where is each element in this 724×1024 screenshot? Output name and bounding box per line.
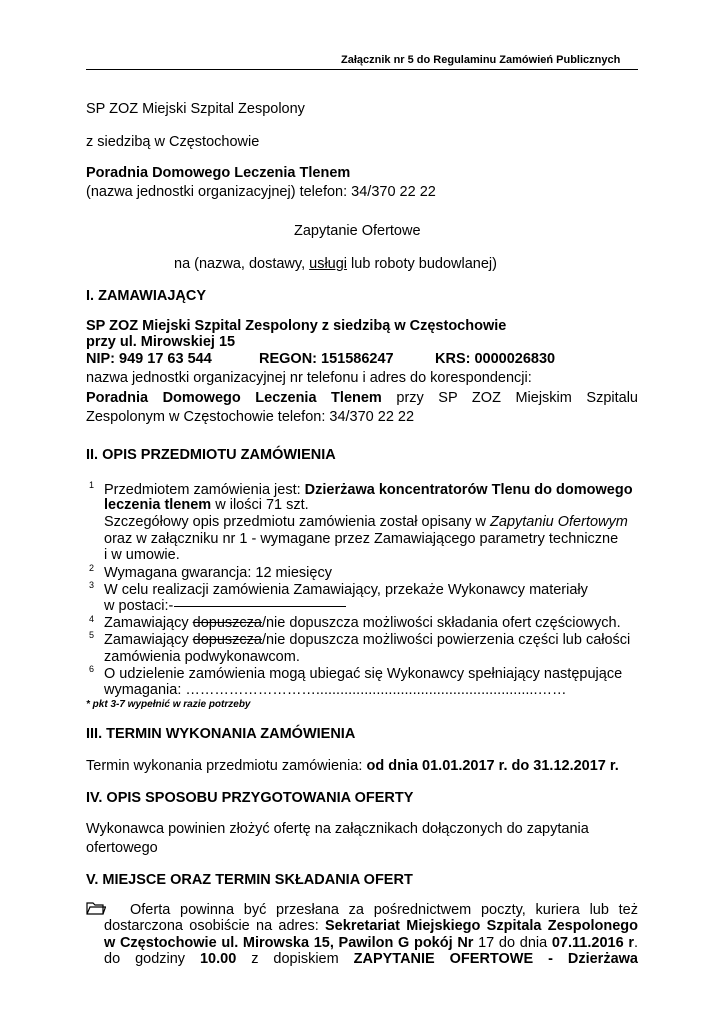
section-1-heading: I. ZAMAWIAJĄCY — [86, 288, 207, 304]
buyer-nip: NIP: 949 17 63 544 — [86, 351, 212, 367]
contact-line-1 — [86, 390, 638, 406]
unit-note: (nazwa jednostki organizacyjnej) telefon: 34/370 22 22 — [86, 184, 436, 200]
org-seat: z siedzibą w Częstochowie — [86, 134, 260, 150]
submission-note-label: z dopiskiem — [236, 951, 354, 967]
folder-icon — [86, 901, 106, 915]
submission-room: 17 do dnia — [473, 935, 552, 951]
item-number-5: 5 — [89, 630, 95, 640]
item-5-b: /nie dopuszcza możliwości powierzenia części lub całości — [261, 632, 631, 648]
section-3-heading: III. TERMIN WYKONANIA ZAMÓWIENIA — [86, 726, 356, 742]
item-1-line-2 — [104, 497, 309, 513]
submission-location: w Częstochowie ul. Mirowska 15, Pawilon G pokój Nr — [104, 935, 474, 951]
submission-period: . — [633, 935, 638, 951]
term-dates: od dnia 01.01.2017 r. do 31.12.2017 r. — [366, 758, 619, 774]
item-5-line-1 — [104, 632, 630, 648]
item-1-quantity: w ilości 71 szt. — [211, 497, 309, 513]
submission-address: Sekretariat Miejskiego Szpitala Zespolonego — [325, 918, 638, 934]
section-5-heading: V. MIEJSCE ORAZ TERMIN SKŁADANIA OFERT — [86, 872, 413, 888]
buyer-line-1: SP ZOZ Miejski Szpital Zespolony z siedzibą w Częstochowie — [86, 318, 507, 334]
item-1-line-5: i w umowie. — [104, 547, 180, 563]
offer-prep-line-2: ofertowego — [86, 840, 158, 856]
annex-header: Załącznik nr 5 do Regulaminu Zamówień Publicznych — [341, 54, 621, 66]
item-4-b: /nie dopuszcza możliwości składania ofert częściowych. — [261, 615, 621, 631]
subtitle-prefix: na (nazwa, dostawy, — [174, 256, 310, 272]
item-4-struck: dopuszcza — [192, 615, 262, 631]
item-number-1: 1 — [89, 480, 95, 490]
subtitle-suffix: lub roboty budowlanej) — [347, 256, 497, 272]
submission-line-1: Oferta powinna być przesłana za pośrednictwem poczty, kuriera lub też — [130, 902, 638, 918]
item-1-line-4: oraz w załączniku nr 1 - wymagane przez Zamawiającego parametry techniczne — [104, 531, 619, 547]
item-number-6: 6 — [89, 664, 95, 674]
item-1-desc-italic: Zapytaniu Ofertowym — [490, 514, 628, 530]
item-3-line-1: W celu realizacji zamówienia Zamawiający, przekaże Wykonawcy materiały — [104, 582, 588, 598]
item-number-3: 3 — [89, 580, 95, 590]
item-1-intro: Przedmiotem zamówienia jest: — [104, 482, 305, 498]
contact-rest: przy SP ZOZ Miejskim Szpitalu — [396, 390, 638, 406]
document-title: Zapytanie Ofertowe — [294, 223, 421, 239]
section-4-heading: IV. OPIS SPOSOBU PRZYGOTOWANIA OFERTY — [86, 790, 414, 806]
subtitle-underlined: usługi — [309, 256, 348, 272]
footnote: * pkt 3-7 wypełnić w razie potrzeby — [86, 699, 251, 710]
contact-line-2: Zespolonym w Częstochowie telefon: 34/370 22 22 — [86, 409, 415, 425]
item-number-4: 4 — [89, 614, 95, 624]
item-4 — [104, 615, 621, 631]
item-2: Wymagana gwarancja: 12 miesięcy — [104, 565, 332, 581]
submission-hour-label: do godziny — [104, 951, 200, 967]
submission-line-4 — [104, 951, 638, 967]
submission-note: ZAPYTANIE OFERTOWE - Dzierżawa — [353, 951, 638, 967]
item-number-2: 2 — [89, 563, 95, 573]
contact-label: nazwa jednostki organizacyjnej nr telefonu i adres do korespondencji: — [86, 370, 532, 386]
submission-hour: 10.00 — [199, 951, 237, 967]
contact-unit: Poradnia Domowego Leczenia Tlenem — [86, 390, 382, 406]
item-5-line-2: zamówienia podwykonawcom. — [104, 649, 300, 665]
offer-prep-line-1: Wykonawca powinien złożyć ofertę na załącznikach dołączonych do zapytania — [86, 821, 589, 837]
item-1-line-3 — [104, 514, 628, 530]
buyer-line-2: przy ul. Mirowskiej 15 — [86, 334, 236, 350]
item-6-line-1: O udzielenie zamówienia mogą ubiegać się Wykonawcy spełniający następujące — [104, 666, 623, 682]
unit-name: Poradnia Domowego Leczenia Tlenem — [86, 165, 351, 181]
item-1-desc: Szczegółowy opis przedmiotu zamówienia został opisany w — [104, 514, 491, 530]
submission-line-3 — [104, 935, 638, 951]
submission-address-label: dostarczona osobiście na adres: — [104, 918, 326, 934]
term-label: Termin wykonania przedmiotu zamówienia: — [86, 758, 367, 774]
buyer-regon: REGON: 151586247 — [259, 351, 394, 367]
item-3-line-2: w postaci:- — [104, 598, 174, 614]
item-1-subject: Dzierżawa koncentratorów Tlenu do domowego — [304, 482, 633, 498]
term-text — [86, 758, 619, 774]
submission-date: 07.11.2016 r — [551, 935, 634, 951]
item-4-a: Zamawiający — [104, 615, 193, 631]
submission-line-2 — [104, 918, 638, 934]
item-1-line-1 — [104, 482, 633, 498]
item-5-a: Zamawiający — [104, 632, 193, 648]
fill-in-line — [174, 606, 346, 607]
org-name: SP ZOZ Miejski Szpital Zespolony — [86, 101, 305, 117]
header-rule — [86, 69, 638, 70]
item-1-subject-end: leczenia tlenem — [104, 497, 212, 513]
item-5-struck: dopuszcza — [192, 632, 262, 648]
document-subtitle — [174, 256, 497, 272]
buyer-krs: KRS: 0000026830 — [435, 351, 556, 367]
section-2-heading: II. OPIS PRZEDMIOTU ZAMÓWIENIA — [86, 447, 336, 463]
item-6-line-2: wymagania: ……………………….......................................................…… — [104, 682, 567, 698]
